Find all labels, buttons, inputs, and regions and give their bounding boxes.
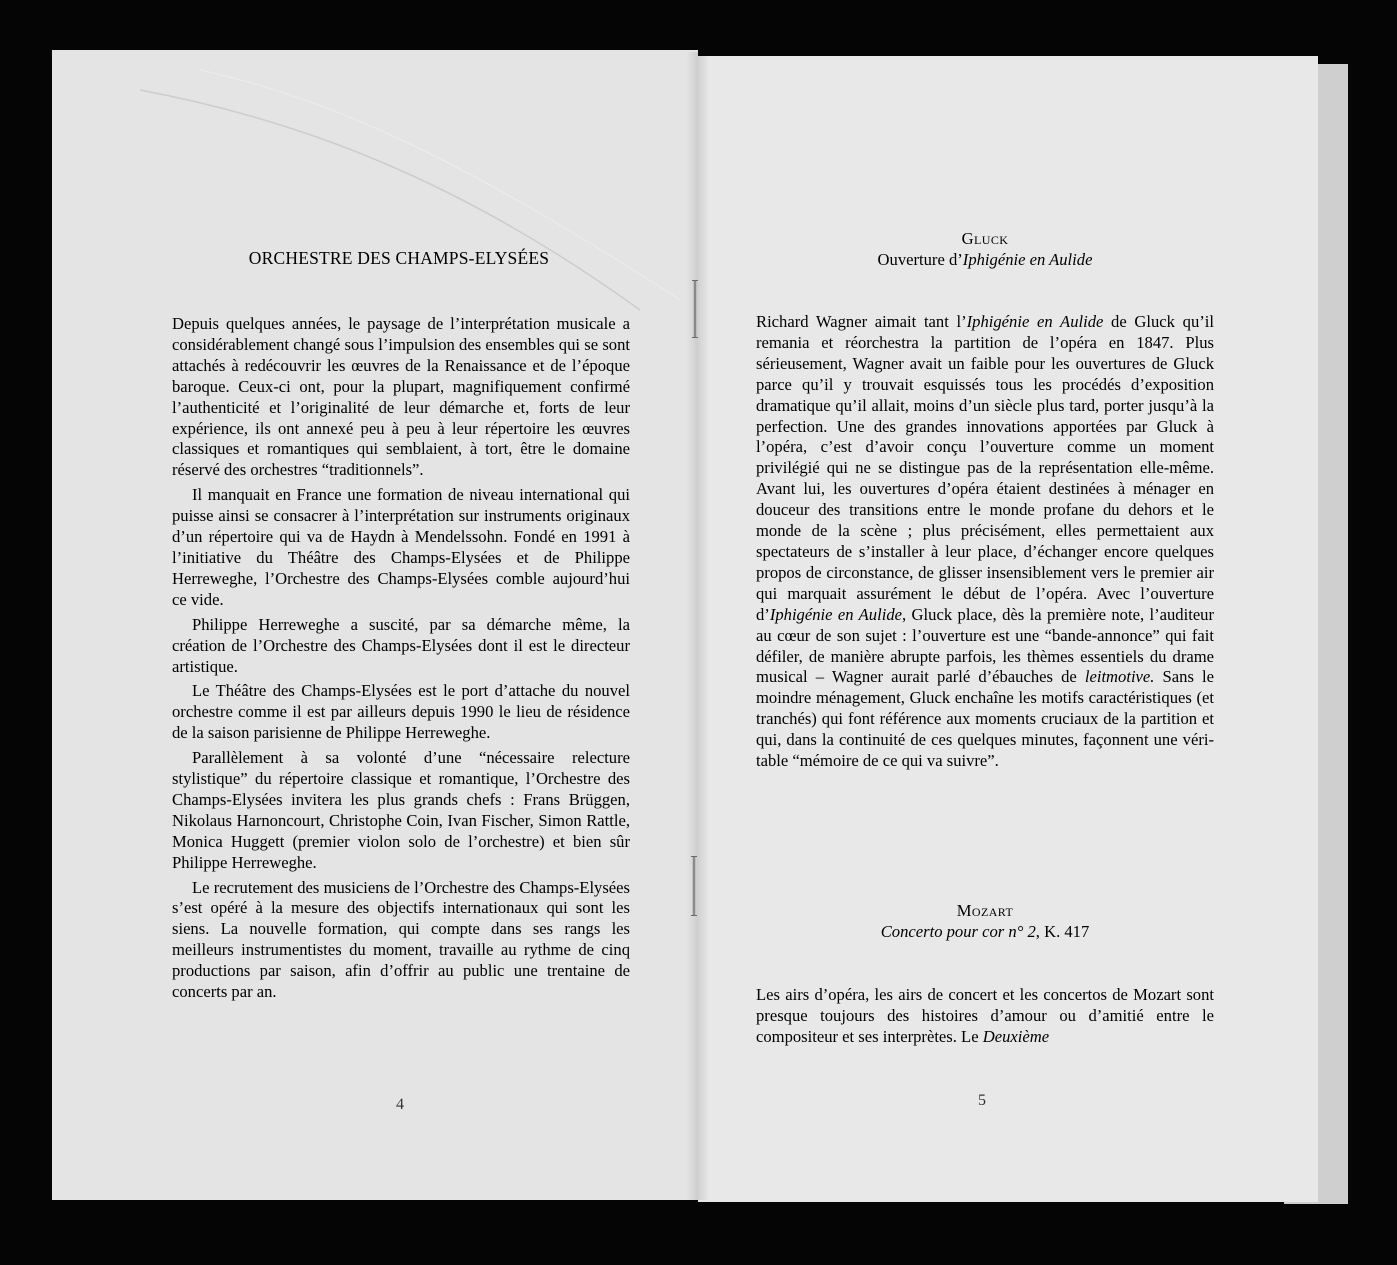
- paragraph-6: Le recrutement des musiciens de l’Orchestre des Champs-Elysées s’est opéré à la mesure des objectifs internationaux qui sont les siens. La nouvelle formation, qui compte dans ses rangs les meilleurs instrumentistes du moment, travaille au rythme de cinq productions par saison, afin d’offrir au public une trentaine de concerts par an.: [172, 877, 630, 1002]
- text-run: Sans le moindre ménagement, Gluck enchaîne les motifs caractéristiques (et tranchés) qui font référence aux moments cruciaux de la partition et qui, dans la continuité de ces quelques minutes, façonnent une véritable “mémoire de ce qui va suivre”.: [756, 667, 1214, 771]
- paper-crease: [80, 60, 700, 320]
- work-suffix: , K. 417: [1035, 922, 1090, 941]
- text-run-italic: Deuxième: [982, 1026, 1050, 1046]
- mozart-paragraph: [756, 985, 1214, 1048]
- composer-gluck: Gluck: [961, 229, 1009, 248]
- text-run: , Gluck place, dès la première note, l’auditeur au cœur de son sujet : l’ouverture est une “bande-annonce” qui fait défiler, de manière abrupte parfois, les thèmes essentiels du drame musical – Wagner aurait parlé d’ébauches de: [756, 604, 1215, 687]
- work-gluck: [756, 249, 1214, 270]
- staple-top: [690, 280, 700, 338]
- page-number-left: 4: [396, 1096, 404, 1113]
- paragraph-3: Philippe Herreweghe a suscité, par sa démarche même, la création de l’Orchestre des Champs-Elysées dont il est le directeur artistique.: [172, 614, 630, 676]
- left-body-text: [172, 314, 630, 1003]
- text-run: Richard Wagner aimait tant l’: [756, 312, 967, 331]
- staple-bottom: [689, 856, 699, 916]
- gluck-paragraph: [756, 312, 1214, 772]
- paragraph-4: Le Théâtre des Champs-Elysées est le port d’attache du nouvel orchestre comme il est par ailleurs depuis 1990 le lieu de résidence de la saison parisienne de Philippe Herreweghe.: [172, 681, 630, 743]
- gluck-body-text: [756, 312, 1214, 772]
- text-run-italic: leitmotive.: [1084, 667, 1155, 687]
- mozart-body-text: [756, 985, 1214, 1048]
- work-title-gluck: Iphigénie en Aulide: [962, 250, 1093, 269]
- text-run-italic: Iphigénie en Aulide: [769, 604, 902, 624]
- work-prefix: Ouverture d’: [877, 250, 963, 269]
- mozart-heading: [756, 900, 1214, 942]
- paragraph-1: Depuis quelques années, le paysage de l’interprétation musicale a considérablement changé sous l’impulsion des ensembles qui se sont attachés à redécouvrir les œuvres de la Renaissance et de l’époque baroque. Ceux-ci ont, pour la plupart, magnifiquement confirmé l’authenticité et l’originalité de leur démarche et, forts de leur expérience, ils ont annexé peu à peu à leur répertoire les œuvres classiques et romantiques qui semblaient, à tort, être le domaine réservé des orchestres “traditionnels”.: [172, 314, 630, 480]
- text-run: de Gluck qu’il remania et réorchestra la partition de l’opéra en 1847. Plus sérieusement, Wagner avait un faible pour les ouvertures de Gluck parce qu’il y trouvait esquissés tous les procédés d’exposition dramatique qu’il allait, moins d’un siècle plus tard, porter jusqu’à la perfection. Une des grandes innovations apportées par Gluck à l’opéra, c’est d’avoir conçu l’ouverture comme un moment privilégié qui ne se distingue pas de la représentation elle-même. Avant lui, les ouvertures d’opéra étaient destinées à ménager en douceur des transitions entre le monde profane du dehors et le monde de la scène ; plus précisément, elles permettaient aux spectateurs de s’installer à leur place, d’échanger encore quelques propos de circonstance, de glisser insensiblement vers le premier air qui marquait assurément le début de l’opéra. Avec l’ouverture d’: [756, 312, 1214, 624]
- page-title: ORCHESTRE DES CHAMPS-ELYSÉES: [248, 248, 550, 268]
- gluck-heading: [756, 228, 1214, 270]
- paragraph-5: Parallèlement à sa volonté d’une “nécessaire relecture stylistique” du répertoire classique et romantique, l’Orchestre des Champs-Elysées invitera les plus grands chefs : Frans Brüggen, Nikolaus Harnoncourt, Christophe Coin, Ivan Fischer, Simon Rattle, Monica Huggett (premier violon solo de l’orchestre) et bien sûr Philippe Herreweghe.: [172, 748, 630, 872]
- work-title-mozart: Concerto pour cor n° 2: [880, 922, 1036, 941]
- text-run-italic: Iphigénie en Aulide: [966, 312, 1104, 331]
- text-run: Les airs d’opéra, les airs de concert et les concertos de Mozart sont presque toujours des histoires d’amour ou d’amitié entre le compositeur et ses interprètes. Le: [756, 985, 1214, 1046]
- composer-mozart: Mozart: [956, 901, 1014, 920]
- paragraph-2: Il manquait en France une formation de niveau international qui puisse ainsi se consacrer à l’interprétation sur instruments originaux d’un répertoire qui va de Haydn à Mendelssohn. Fondé en 1991 à l’initiative du Théâtre des Champs-Elysées et de Philippe Herreweghe, l’Orchestre des Champs-Elysées comble aujourd’hui ce vide.: [172, 485, 630, 609]
- work-mozart: [756, 921, 1214, 942]
- page-number-right: 5: [978, 1092, 986, 1109]
